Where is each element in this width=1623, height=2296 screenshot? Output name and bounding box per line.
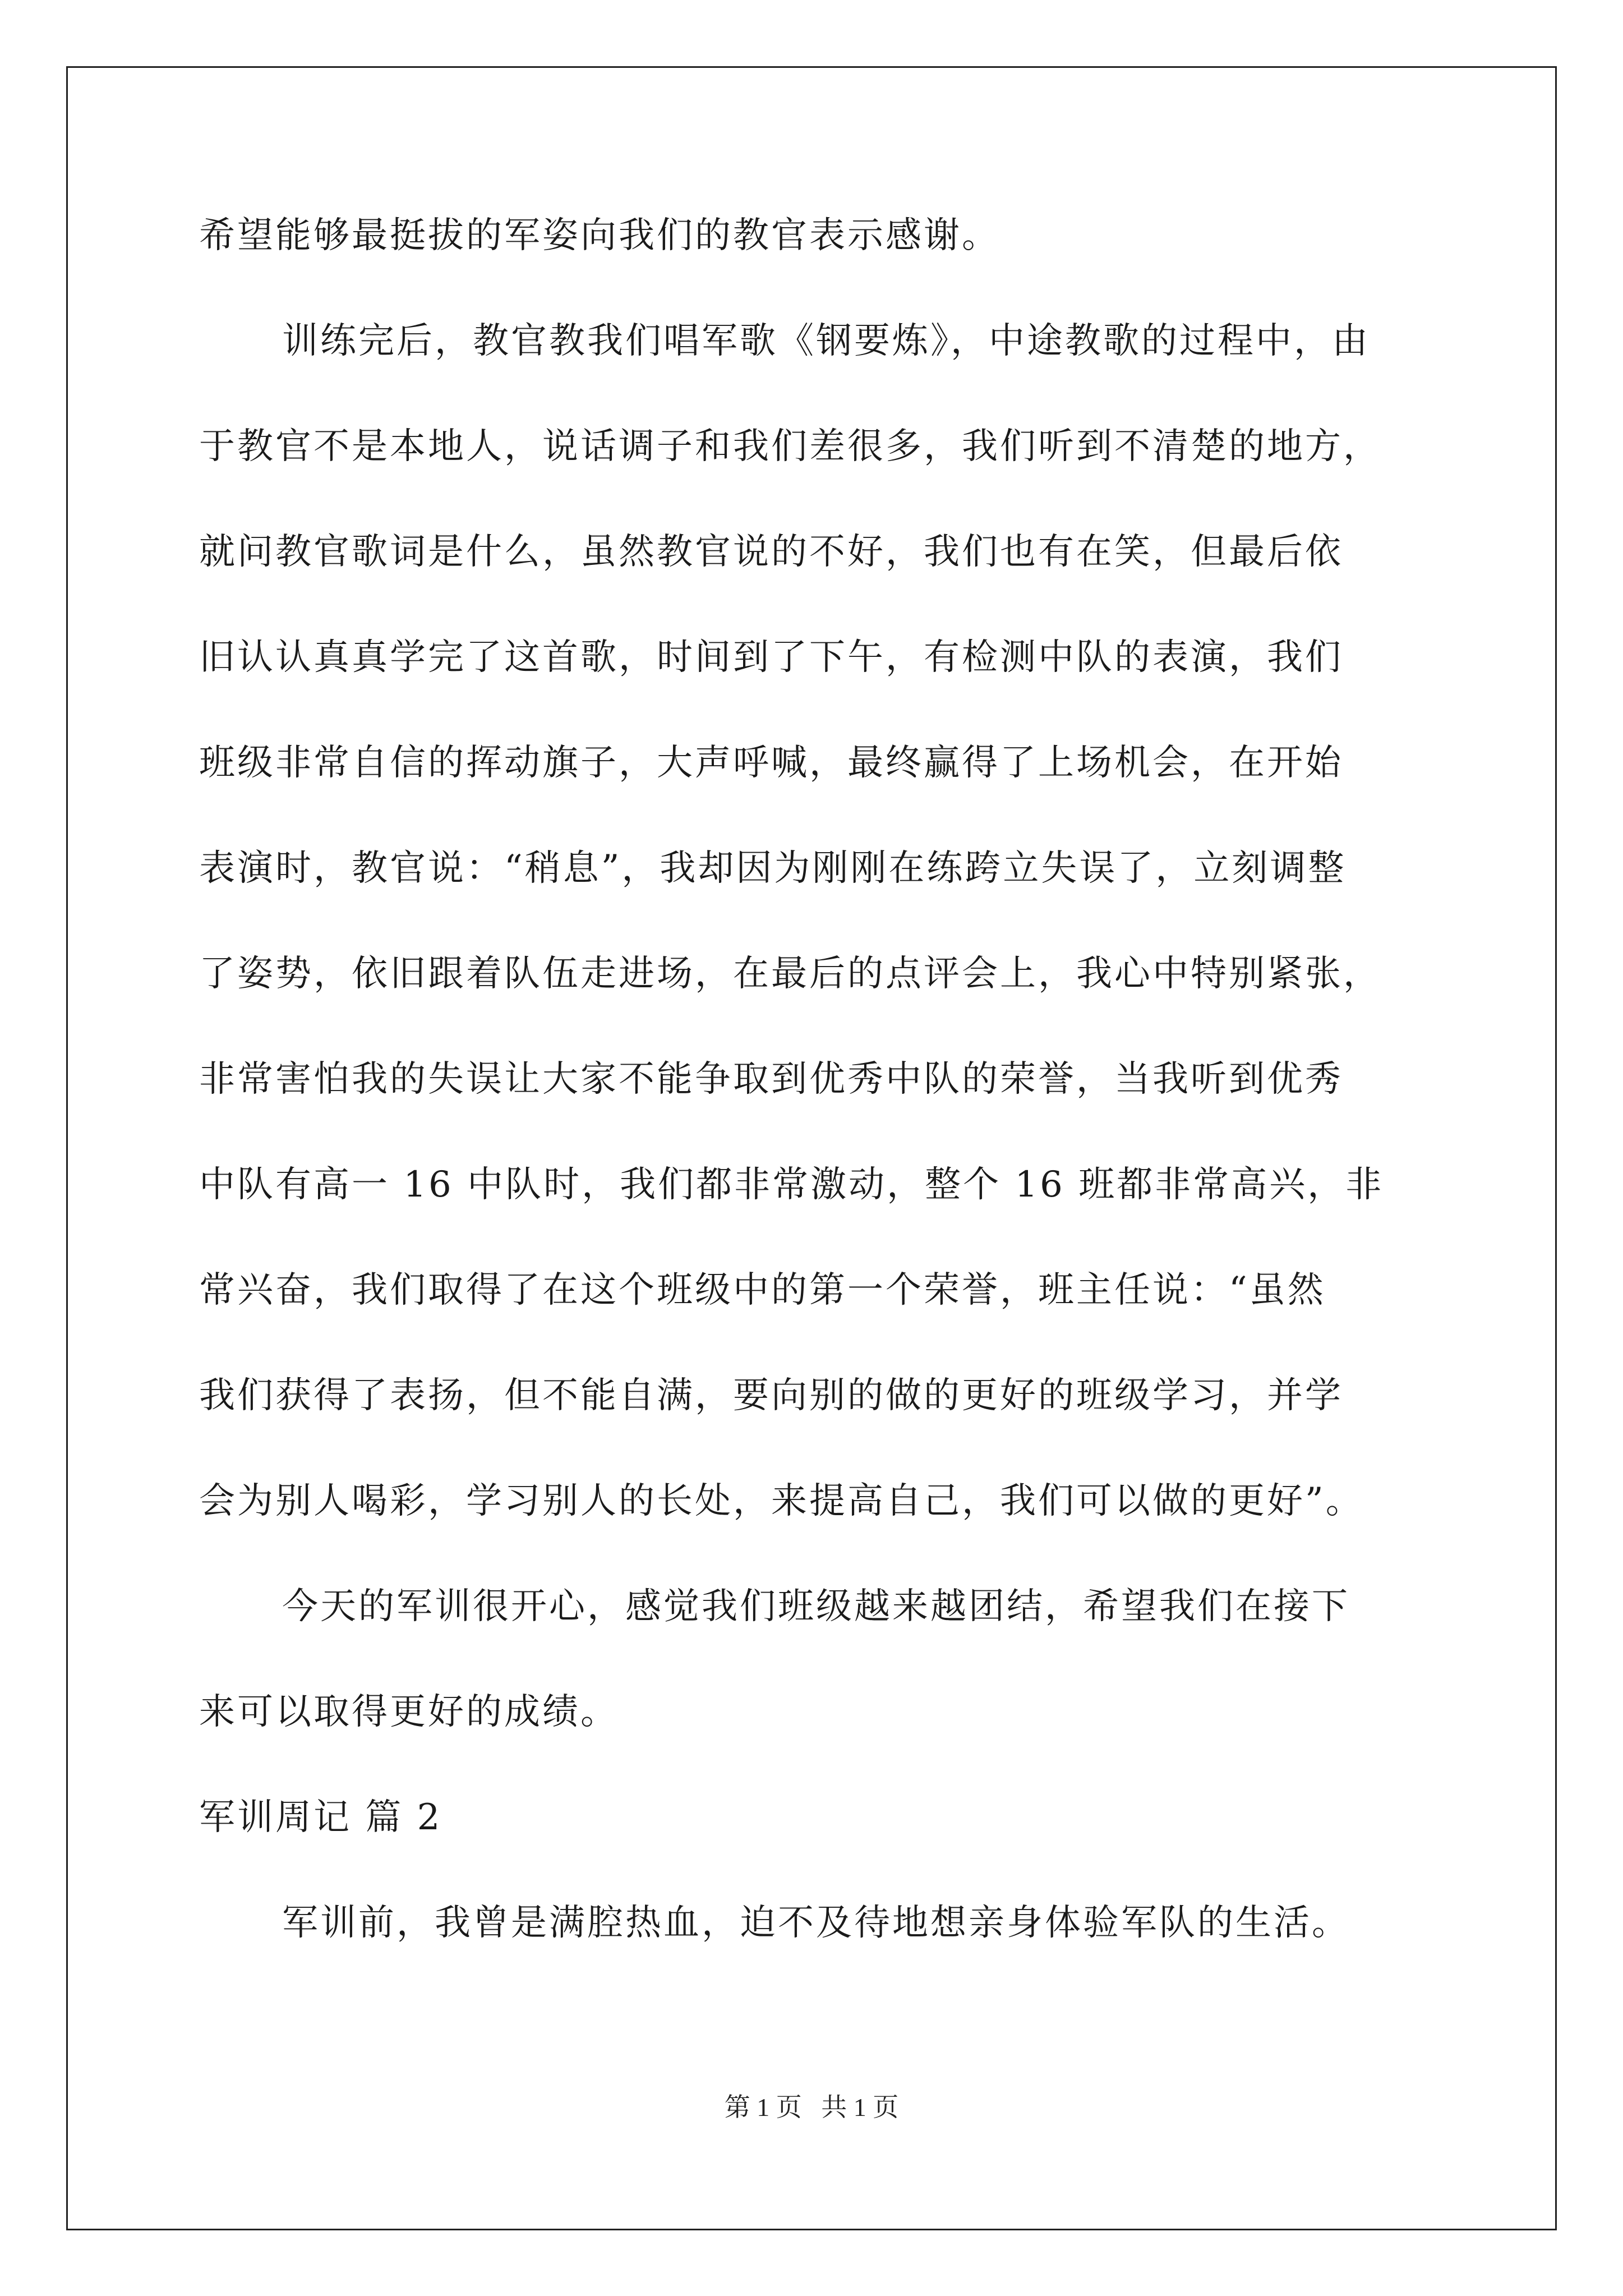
text-line: 于教官不是本地人，说话调子和我们差很多，我们听到不清楚的地方， (199, 426, 1381, 467)
text-line: 就问教官歌词是什么，虽然教官说的不好，我们也有在笑，但最后依 (199, 531, 1343, 573)
text-line: 中队有高一 16 中队时，我们都非常激动，整个 16 班都非常高兴，非 (199, 1164, 1384, 1205)
paragraph-start-line: 今天的军训很开心，感觉我们班级越来越团结，希望我们在接下 (282, 1586, 1350, 1627)
text-line: 我们获得了表扬，但不能自满，要向别的做的更好的班级学习，并学 (199, 1375, 1343, 1416)
text-line: 表演时，教官说：“稍息”，我却因为刚刚在练跨立失误了，立刻调整 (199, 848, 1347, 889)
text-line: 来可以取得更好的成绩。 (199, 1691, 619, 1733)
text-line: 旧认认真真学完了这首歌，时间到了下午，有检测中队的表演，我们 (199, 637, 1343, 678)
text-line: 希望能够最挺拔的军姿向我们的教官表示感谢。 (199, 215, 1000, 256)
text-line: 会为别人喝彩，学习别人的长处，来提高自己，我们可以做的更好”。 (199, 1480, 1364, 1522)
text-line: 非常害怕我的失误让大家不能争取到优秀中队的荣誉，当我听到优秀 (199, 1059, 1343, 1100)
text-line: 了姿势，依旧跟着队伍走进场，在最后的点评会上，我心中特别紧张， (199, 953, 1381, 995)
page-number-footer: 第 1 页 共 1 页 (724, 2093, 899, 2122)
paragraph-start-line: 训练完后，教官教我们唱军歌《钢要炼》，中途教歌的过程中，由 (282, 320, 1370, 362)
paragraph-start-line: 军训前，我曾是满腔热血，迫不及待地想亲身体验军队的生活。 (282, 1902, 1350, 1944)
text-line: 班级非常自信的挥动旗子，大声呼喊，最终赢得了上场机会，在开始 (199, 742, 1343, 784)
text-line: 常兴奋，我们取得了在这个班级中的第一个荣誉，班主任说：“虽然 (199, 1269, 1326, 1311)
section-heading: 军训周记 篇 2 (199, 1797, 442, 1838)
